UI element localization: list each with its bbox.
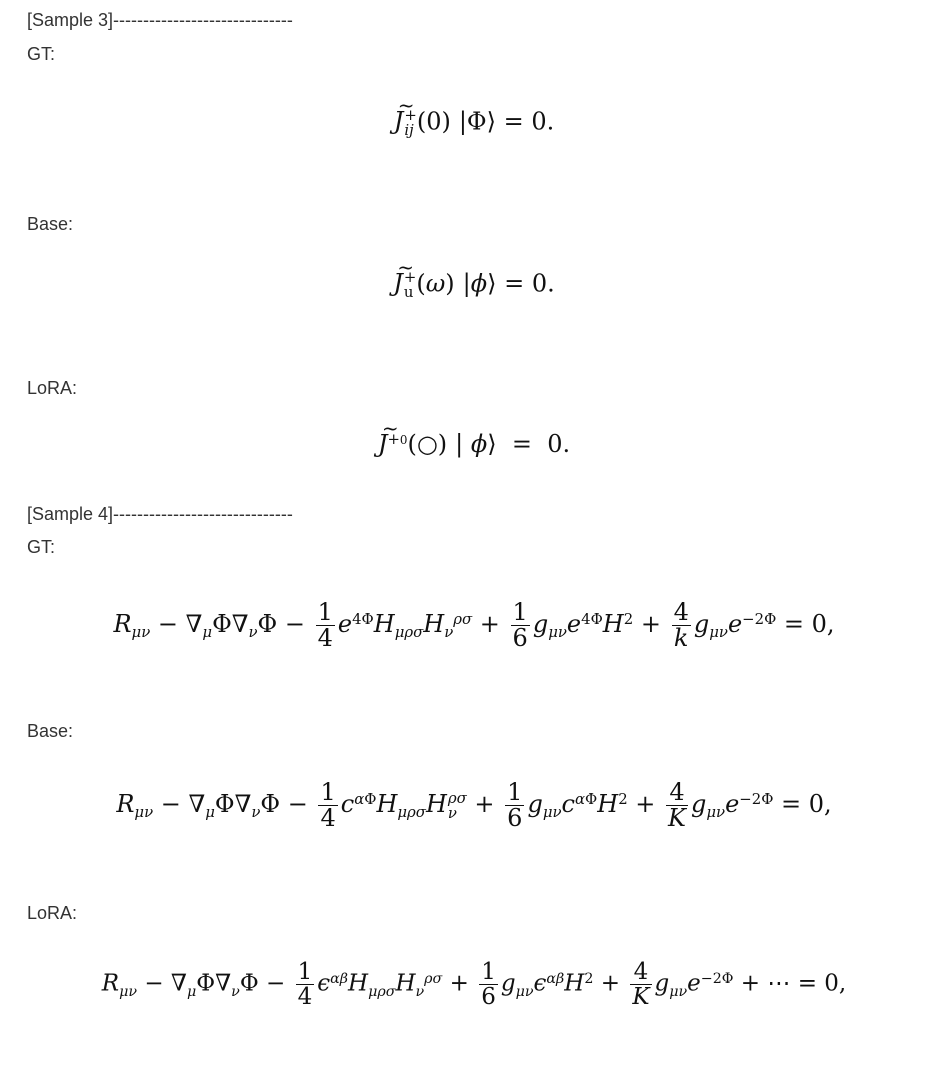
sample-4-base-equation: $R_{\mu\nu} - \nabla_\mu\Phi\nabla_\nu\Phi$ − $\frac{1}{4}$ $c^{\alpha\Phi}H_{\mu\rho\sigma}H$ ρσ ν + $\frac{1}{6}$ $g_{\mu\nu}c^{\alpha\Phi}H^2$ + $\frac{4}{K}$ $g_{\mu\nu}e^{-2\Phi} = 0$, (116, 778, 832, 833)
sample-3-gt-equation: ~ J + ij (0) |Φ⟩ = 0. (0, 108, 948, 138)
sample-4-base-label: Base: (27, 721, 74, 741)
sample-4-header: [Sample 4]------------------------------ (27, 504, 293, 524)
sample-3-base-label: Base: (27, 214, 74, 234)
sample-4-lora-equation: $R_{\mu\nu} - \nabla_\mu\Phi\nabla_\nu\Phi$ − $\frac{1}{4}$ $\epsilon^{\alpha\beta}H_{\mu\rho\sigma}H_\nu^{\rho\sigma}$ + $\frac{1}{6}$ $g_{\mu\nu}\epsilon^{\alpha\beta}H^2$ + $\frac{4}{K}$ $g_{\mu\nu}e^{-2\Phi}$ + ⋯ = 0, (101, 959, 847, 1011)
sample-4-gt-equation: $R_{\mu\nu} - \nabla_\mu\Phi\nabla_\nu\Phi$ − $\frac{1}{4}$ $e^{4\Phi}H_{\mu\rho\sigma}H_\nu^{\rho\sigma}$ + $\frac{1}{6}$ $g_{\mu\nu}e^{4\Phi}H^2$ + $\frac{4}{k}$ $g_{\mu\nu}e^{-2\Phi} = 0$, (113, 598, 835, 653)
sample-3-header: [Sample 3]------------------------------ (27, 10, 293, 30)
sample-4-lora-label: LoRA: (27, 903, 78, 923)
sample-3-lora-equation: ~ $J^{+0}(○)$ | ϕ⟩ = 0. (0, 432, 948, 456)
sample-3-gt-label: GT: (27, 44, 56, 64)
sample-4-gt-label: GT: (27, 537, 56, 557)
sample-3-base-equation: ~ J + u (ω) |ϕ⟩ = 0. (0, 270, 948, 300)
sample-3-lora-label: LoRA: (27, 378, 78, 398)
